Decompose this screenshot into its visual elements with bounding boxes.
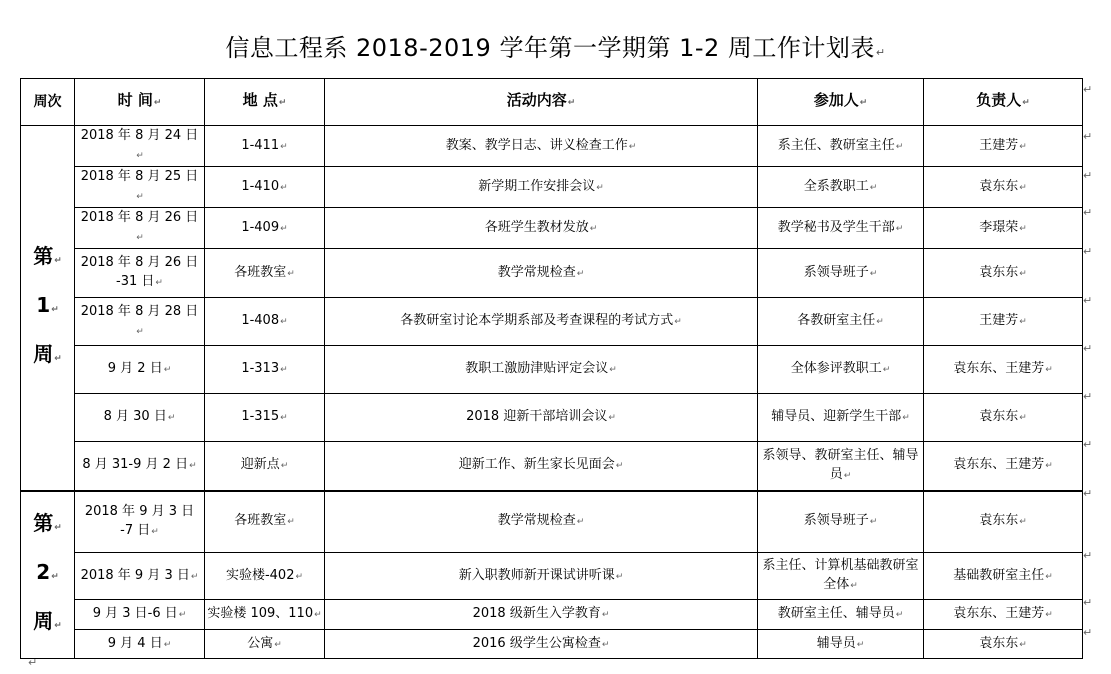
owner-cell: 袁东东↵ xyxy=(924,491,1083,553)
paragraph-mark-icon: ↵ xyxy=(280,461,289,472)
paragraph-mark-icon: ↵ xyxy=(882,365,891,375)
paragraph-mark-icon: ↵ xyxy=(1019,413,1027,423)
content-cell: 教案、教学日志、讲义检查工作↵ xyxy=(325,126,758,167)
table-row xyxy=(21,346,1083,394)
table-row xyxy=(21,167,1083,208)
participants-cell: 系领导班子↵ xyxy=(758,491,924,553)
table-row xyxy=(21,249,1083,298)
paragraph-mark-icon: ↵ xyxy=(136,192,144,202)
paragraph-mark-icon: ↵ xyxy=(1019,141,1027,152)
content-cell: 各教研室讨论本学期系部及考查课程的考试方式↵ xyxy=(325,298,758,346)
place-cell: 1-409↵ xyxy=(205,208,325,249)
place-cell: 1-410↵ xyxy=(205,167,325,208)
page-title xyxy=(0,28,1111,63)
participants-cell: 全系教职工↵ xyxy=(758,167,924,208)
content-cell: 新入职教师新开课试讲听课↵ xyxy=(325,553,758,600)
week-label-char: 第 xyxy=(33,511,54,536)
owner-cell: 袁东东↵ xyxy=(924,630,1083,659)
owner-cell: 王建芳↵ xyxy=(924,126,1083,167)
work-plan-table xyxy=(20,78,1083,659)
paragraph-mark-icon: ↵ xyxy=(608,413,616,423)
paragraph-mark-icon: ↵ xyxy=(280,141,288,152)
participants-cell: 系主任、教研室主任↵ xyxy=(758,126,924,167)
table-row xyxy=(21,553,1083,600)
table-row xyxy=(21,491,1083,553)
paragraph-mark-icon: ↵ xyxy=(589,223,598,234)
paragraph-mark-icon: ↵ xyxy=(869,182,878,193)
table-row xyxy=(21,298,1083,346)
paragraph-mark-icon: ↵ xyxy=(54,523,62,534)
table-row xyxy=(21,442,1083,491)
place-cell: 1-411↵ xyxy=(205,126,325,167)
paragraph-mark-icon: ↵ xyxy=(615,571,624,582)
time-cell: 2018 年 8 月 26 日 -31 日↵ xyxy=(75,249,205,298)
paragraph-mark-icon: ↵ xyxy=(1083,595,1093,609)
participants-cell: 系领导、教研室主任、辅导员↵ xyxy=(758,442,924,491)
participants-cell: 教研室主任、辅导员↵ xyxy=(758,600,924,630)
time-cell: 2018 年 8 月 26 日↵ xyxy=(75,208,205,249)
header-content: 活动内容↵ xyxy=(325,79,758,126)
paragraph-mark-icon: ↵ xyxy=(167,413,176,423)
content-cell: 各班学生教材发放↵ xyxy=(325,208,758,249)
place-cell: 实验楼-402↵ xyxy=(205,553,325,600)
content-cell: 2016 级学生公寓检查↵ xyxy=(325,630,758,659)
table-row xyxy=(21,394,1083,442)
paragraph-mark-icon: ↵ xyxy=(596,182,604,193)
place-cell: 1-313↵ xyxy=(205,346,325,394)
time-cell: 2018 年 8 月 25 日↵ xyxy=(75,167,205,208)
paragraph-mark-icon: ↵ xyxy=(163,365,172,375)
paragraph-mark-icon: ↵ xyxy=(856,639,865,650)
participants-cell: 系主任、计算机基础教研室全体↵ xyxy=(758,553,924,600)
time-cell: 2018 年 9 月 3 日↵ xyxy=(75,553,205,600)
participants-cell: 各教研室主任↵ xyxy=(758,298,924,346)
paragraph-mark-icon: ↵ xyxy=(1019,268,1027,279)
content-cell: 新学期工作安排会议↵ xyxy=(325,167,758,208)
paragraph-mark-icon: ↵ xyxy=(1045,610,1053,620)
header-place: 地 点↵ xyxy=(205,79,325,126)
paragraph-mark-icon: ↵ xyxy=(295,571,304,582)
paragraph-mark-icon: ↵ xyxy=(1019,182,1027,193)
paragraph-mark-icon: ↵ xyxy=(1083,82,1093,96)
paragraph-mark-icon: ↵ xyxy=(136,233,144,243)
time-cell: 8 月 30 日↵ xyxy=(75,394,205,442)
paragraph-mark-icon: ↵ xyxy=(1019,317,1027,327)
time-cell: 2018 年 8 月 24 日↵ xyxy=(75,126,205,167)
owner-cell: 袁东东、王建芳↵ xyxy=(924,346,1083,394)
participants-cell: 辅导员、迎新学生干部↵ xyxy=(758,394,924,442)
paragraph-mark-icon: ↵ xyxy=(287,517,295,528)
content-cell: 2018 迎新干部培训会议↵ xyxy=(325,394,758,442)
week-label-char: 1 xyxy=(36,293,51,318)
paragraph-mark-icon: ↵ xyxy=(54,256,62,267)
paragraph-mark-icon: ↵ xyxy=(155,278,163,288)
paragraph-mark-icon: ↵ xyxy=(1083,389,1093,403)
paragraph-mark-icon: ↵ xyxy=(876,317,884,327)
time-cell: 2018 年 9 月 3 日 -7 日↵ xyxy=(75,491,205,553)
paragraph-mark-icon: ↵ xyxy=(869,268,878,279)
time-cell: 8 月 31-9 月 2 日↵ xyxy=(75,442,205,491)
paragraph-mark-icon: ↵ xyxy=(51,572,59,583)
paragraph-mark-icon: ↵ xyxy=(875,46,886,59)
participants-cell: 全体参评教职工↵ xyxy=(758,346,924,394)
participants-cell: 辅导员↵ xyxy=(758,630,924,659)
paragraph-mark-icon: ↵ xyxy=(902,413,910,423)
owner-cell: 袁东东、王建芳↵ xyxy=(924,442,1083,491)
time-cell: 2018 年 8 月 28 日↵ xyxy=(75,298,205,346)
paragraph-mark-icon: ↵ xyxy=(280,182,288,193)
header-owner: 负责人↵ xyxy=(924,79,1083,126)
paragraph-mark-icon: ↵ xyxy=(54,354,62,365)
owner-cell: 袁东东、王建芳↵ xyxy=(924,600,1083,630)
paragraph-mark-icon: ↵ xyxy=(628,141,637,152)
participants-cell: 系领导班子↵ xyxy=(758,249,924,298)
paragraph-mark-icon: ↵ xyxy=(287,268,295,279)
title-text: 信息工程系 2018-2019 学年第一学期第 1-2 周工作计划表 xyxy=(225,34,875,62)
owner-cell: 基础教研室主任↵ xyxy=(924,553,1083,600)
owner-cell: 袁东东↵ xyxy=(924,167,1083,208)
paragraph-mark-icon: ↵ xyxy=(51,305,59,316)
header-participants: 参加人↵ xyxy=(758,79,924,126)
paragraph-mark-icon: ↵ xyxy=(136,151,144,161)
paragraph-mark-icon: ↵ xyxy=(601,610,610,620)
place-cell: 实验楼 109、110↵ xyxy=(205,600,325,630)
paragraph-mark-icon: ↵ xyxy=(280,413,288,423)
paragraph-mark-icon: ↵ xyxy=(1045,461,1053,472)
content-cell: 教职工激励津贴评定会议↵ xyxy=(325,346,758,394)
paragraph-mark-icon: ↵ xyxy=(274,639,282,650)
place-cell: 各班教室↵ xyxy=(205,249,325,298)
place-cell: 公寓↵ xyxy=(205,630,325,659)
paragraph-mark-icon: ↵ xyxy=(163,639,172,650)
paragraph-mark-icon: ↵ xyxy=(1083,244,1093,258)
paragraph-mark-icon: ↵ xyxy=(136,326,144,337)
week-label-char: 周 xyxy=(33,342,54,367)
paragraph-mark-icon: ↵ xyxy=(1083,205,1093,219)
paragraph-mark-icon: ↵ xyxy=(1019,639,1027,650)
paragraph-mark-icon: ↵ xyxy=(869,517,878,528)
paragraph-mark-icon: ↵ xyxy=(576,268,585,279)
table-row xyxy=(21,126,1083,167)
paragraph-mark-icon: ↵ xyxy=(189,461,197,472)
content-cell: 教学常规检查↵ xyxy=(325,249,758,298)
table-row xyxy=(21,600,1083,630)
table-body xyxy=(21,126,1083,659)
paragraph-mark-icon: ↵ xyxy=(615,461,624,472)
week-label-char: 第 xyxy=(33,244,54,269)
owner-cell: 袁东东↵ xyxy=(924,394,1083,442)
paragraph-mark-icon: ↵ xyxy=(609,365,617,375)
paragraph-mark-icon: ↵ xyxy=(178,610,187,620)
paragraph-mark-icon: ↵ xyxy=(674,317,682,327)
paragraph-mark-icon: ↵ xyxy=(1083,548,1093,562)
paragraph-mark-icon: ↵ xyxy=(850,581,858,591)
paragraph-mark-icon: ↵ xyxy=(280,365,288,375)
paragraph-mark-icon: ↵ xyxy=(1083,341,1093,355)
header-time: 时 间↵ xyxy=(75,79,205,126)
paragraph-mark-icon: ↵ xyxy=(843,470,852,481)
owner-cell: 王建芳↵ xyxy=(924,298,1083,346)
week-cell xyxy=(21,491,75,659)
paragraph-mark-icon: ↵ xyxy=(1083,293,1093,307)
paragraph-mark-icon: ↵ xyxy=(190,571,199,582)
place-cell: 1-408↵ xyxy=(205,298,325,346)
paragraph-mark-icon: ↵ xyxy=(1083,129,1093,143)
place-cell: 1-315↵ xyxy=(205,394,325,442)
header-row xyxy=(21,79,1083,126)
time-cell: 9 月 4 日↵ xyxy=(75,630,205,659)
week-cell xyxy=(21,126,75,491)
paragraph-mark-icon: ↵ xyxy=(314,610,322,620)
content-cell: 迎新工作、新生家长见面会↵ xyxy=(325,442,758,491)
table-row xyxy=(21,630,1083,659)
paragraph-mark-icon: ↵ xyxy=(280,223,288,234)
owner-cell: 袁东东↵ xyxy=(924,249,1083,298)
paragraph-mark-icon: ↵ xyxy=(895,223,904,234)
paragraph-mark-icon: ↵ xyxy=(1083,168,1093,182)
paragraph-mark-icon: ↵ xyxy=(54,621,62,632)
owner-cell: 李璟荣↵ xyxy=(924,208,1083,249)
paragraph-mark-icon: ↵ xyxy=(1045,365,1053,375)
paragraph-mark-icon: ↵ xyxy=(1083,625,1093,639)
week-label-char: 2 xyxy=(36,560,51,585)
participants-cell: 教学秘书及学生干部↵ xyxy=(758,208,924,249)
week-label-char: 周 xyxy=(33,609,54,634)
place-cell: 各班教室↵ xyxy=(205,491,325,553)
table-row xyxy=(21,208,1083,249)
paragraph-mark-icon: ↵ xyxy=(895,141,904,152)
time-cell: 9 月 3 日-6 日↵ xyxy=(75,600,205,630)
place-cell: 迎新点↵ xyxy=(205,442,325,491)
paragraph-mark-icon: ↵ xyxy=(1083,437,1093,451)
paragraph-mark-icon: ↵ xyxy=(601,639,610,650)
paragraph-mark-icon: ↵ xyxy=(1019,223,1027,234)
paragraph-mark-icon: ↵ xyxy=(151,526,159,537)
paragraph-mark-icon: ↵ xyxy=(576,517,585,528)
paragraph-mark-icon: ↵ xyxy=(280,317,288,327)
paragraph-mark-icon: ↵ xyxy=(895,610,904,620)
paragraph-mark-icon: ↵ xyxy=(1045,571,1053,582)
content-cell: 教学常规检查↵ xyxy=(325,491,758,553)
time-cell: 9 月 2 日↵ xyxy=(75,346,205,394)
paragraph-mark-icon: ↵ xyxy=(28,656,38,669)
content-cell: 2018 级新生入学教育↵ xyxy=(325,600,758,630)
header-week: 周次 xyxy=(21,79,75,126)
paragraph-mark-icon: ↵ xyxy=(1019,517,1027,528)
paragraph-mark-icon: ↵ xyxy=(1083,486,1093,500)
